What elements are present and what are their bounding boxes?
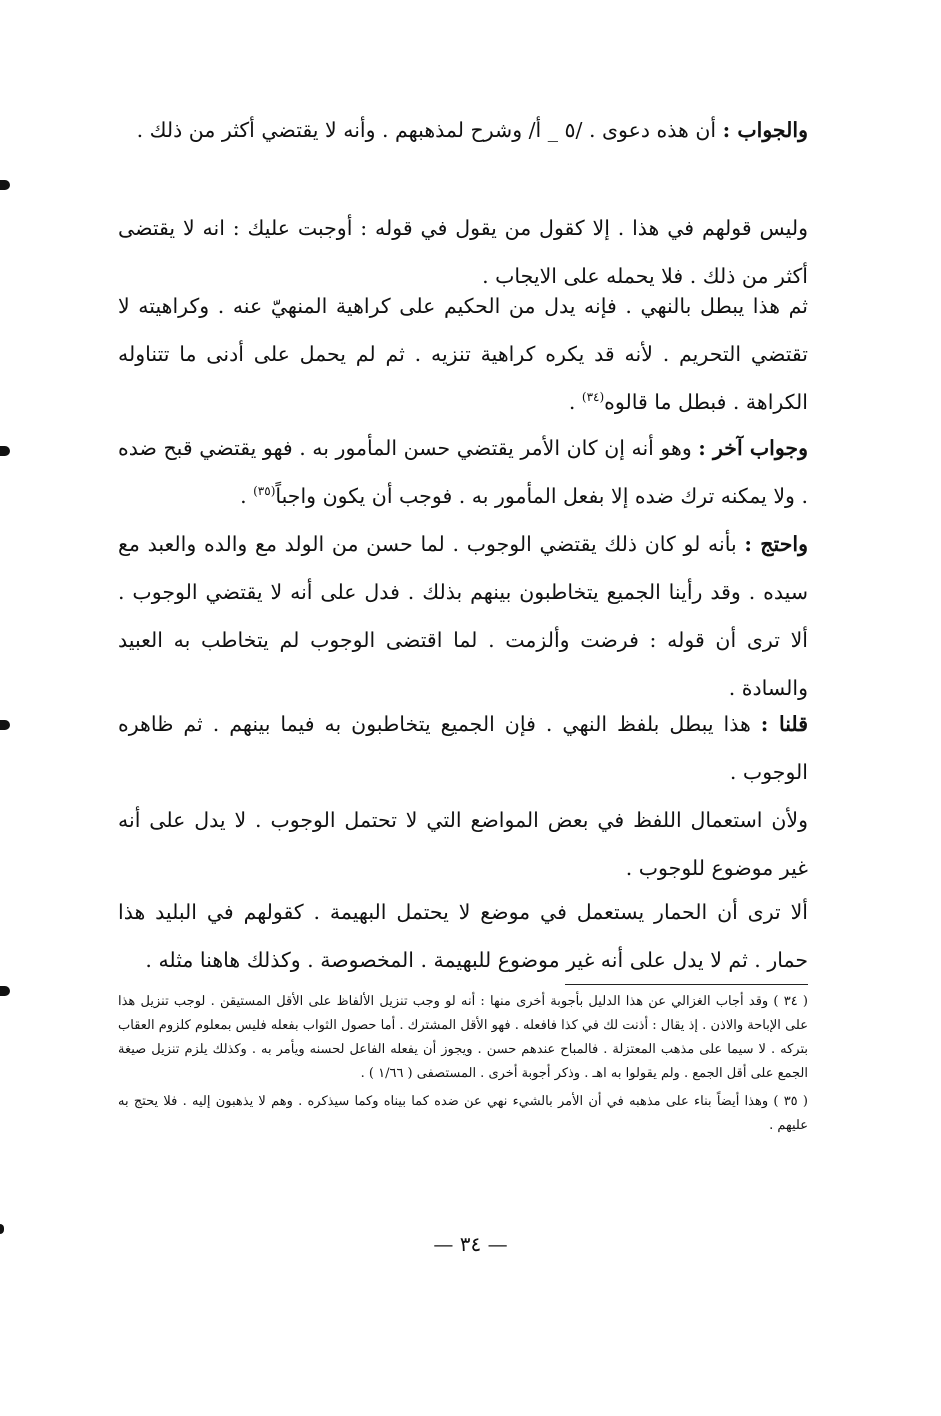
paragraph-text: بأنه لو كان ذلك يقتضي الوجوب . لما حسن من الولد مع والده والعبد مع سيده . وقد رأينا الجميع يتخاطبون بينهم بذلك . فدل على أنه لا يقتضي الوجوب . ألا ترى أن قوله : فرضت وألزمت . لما اقتضى الوجوب لم يتخاطب به العبيد والسادة . <box>118 532 808 700</box>
body-paragraph-4 <box>118 424 808 520</box>
footnote-separator <box>565 984 808 985</box>
page-number: — ٣٤ — <box>433 1232 508 1256</box>
paragraph-text: ألا ترى أن الحمار يستعمل في موضع لا يحتمل البهيمة . كقولهم في البليد هذا حمار . ثم لا يدل على أنه غير موضوع للبهيمة . المخصوصة . وكذلك هاهنا مثله . <box>118 900 808 972</box>
scan-edge-mark <box>0 986 10 996</box>
scan-edge-mark <box>0 180 10 190</box>
scan-edge-mark <box>0 720 10 730</box>
paragraph-lead: والجواب : <box>722 118 808 142</box>
paragraph-tail: . <box>240 484 254 508</box>
paragraph-lead: وجواب آخر : <box>698 436 808 460</box>
paragraph-text: ثم هذا يبطل بالنهي . فإنه يدل من الحكيم على كراهية المنهيّ عنه . وكراهيته لا تقتضي التحريم . لأنه قد يكره كراهية تنزيه . ثم لم يحمل على أدنى ما تتناوله الكراهة . فبطل ما قالوه <box>118 294 808 414</box>
footnotes <box>118 990 808 1138</box>
footnote-35: ( ٣٥ ) وهذا أيضاً بناء على مذهبه في أن الأمر بالشيء نهي عن ضده كما بيناه وكما سيذكره . وهم لا يذهبون إليه . فلا يحتج به عليهم . <box>118 1094 808 1133</box>
paragraph-lead: واحتج : <box>744 532 808 556</box>
footnote-ref: (٣٥) <box>253 484 276 499</box>
scan-edge-mark <box>0 446 10 456</box>
paragraph-text: وهو أنه إن كان الأمر يقتضي حسن المأمور به . فهو يقتضي قبح ضده . ولا يمكنه ترك ضده إلا بفعل المأمور به . فوجب أن يكون واجباً <box>118 436 808 508</box>
paragraph-text: أن هذه دعوى . /٥ _ أ/ وشرح لمذهبهم . وأنه لا يقتضي أكثر من ذلك . <box>136 118 723 142</box>
paragraph-text: وليس قولهم في هذا . إلا كقول من يقول في قوله : أوجبت عليك : انه لا يقتضى أكثر من ذلك . فلا يحمله على الايجاب . <box>118 216 808 288</box>
body-paragraph-8 <box>118 888 808 984</box>
body-paragraph-6 <box>118 700 808 796</box>
paragraph-tail: . <box>568 390 582 414</box>
body-paragraph-7 <box>118 796 808 892</box>
body-paragraph-5 <box>118 520 808 712</box>
paragraph-text: ولأن استعمال اللفظ في بعض المواضع التي لا تحتمل الوجوب . لا يدل على أنه غير موضوع للوجوب . <box>118 808 808 880</box>
footnote-34: ( ٣٤ ) وقد أجاب الغزالي عن هذا الدليل بأجوبة أخرى منها : أنه لو وجب تنزيل الألفاظ على الأقل المستيقن . لوجب تنزيل هذا على الإباحة والاذن . إذ يقال : أذنت لك في كذا فافعله . فهو الأقل المشترك . أما حصول الثواب بفعله فليس بمعلوم كلزوم العقاب بتركه . لا سيما على مذهب المعتزلة . فالمباح عندهم حسن . ويجوز أن يفعله الفاعل لحسنه ويأمر به . وكذلك يلزم تنزيل صيغة الجمع على أقل الجمع . ولم يقولوا به اهـ . وذكر أجوبة أخرى . المستصفى ( ١/٦٦ ) . <box>118 994 808 1081</box>
paragraph-text: هذا يبطل بلفظ النهي . فإن الجميع يتخاطبون به فيما بينهم . ثم ظاهره الوجوب . <box>118 712 808 784</box>
body-paragraph-1 <box>118 106 808 154</box>
body-paragraph-3 <box>118 282 808 426</box>
paragraph-lead: قلنا : <box>760 712 808 736</box>
footnote-ref: (٣٤) <box>581 390 605 405</box>
